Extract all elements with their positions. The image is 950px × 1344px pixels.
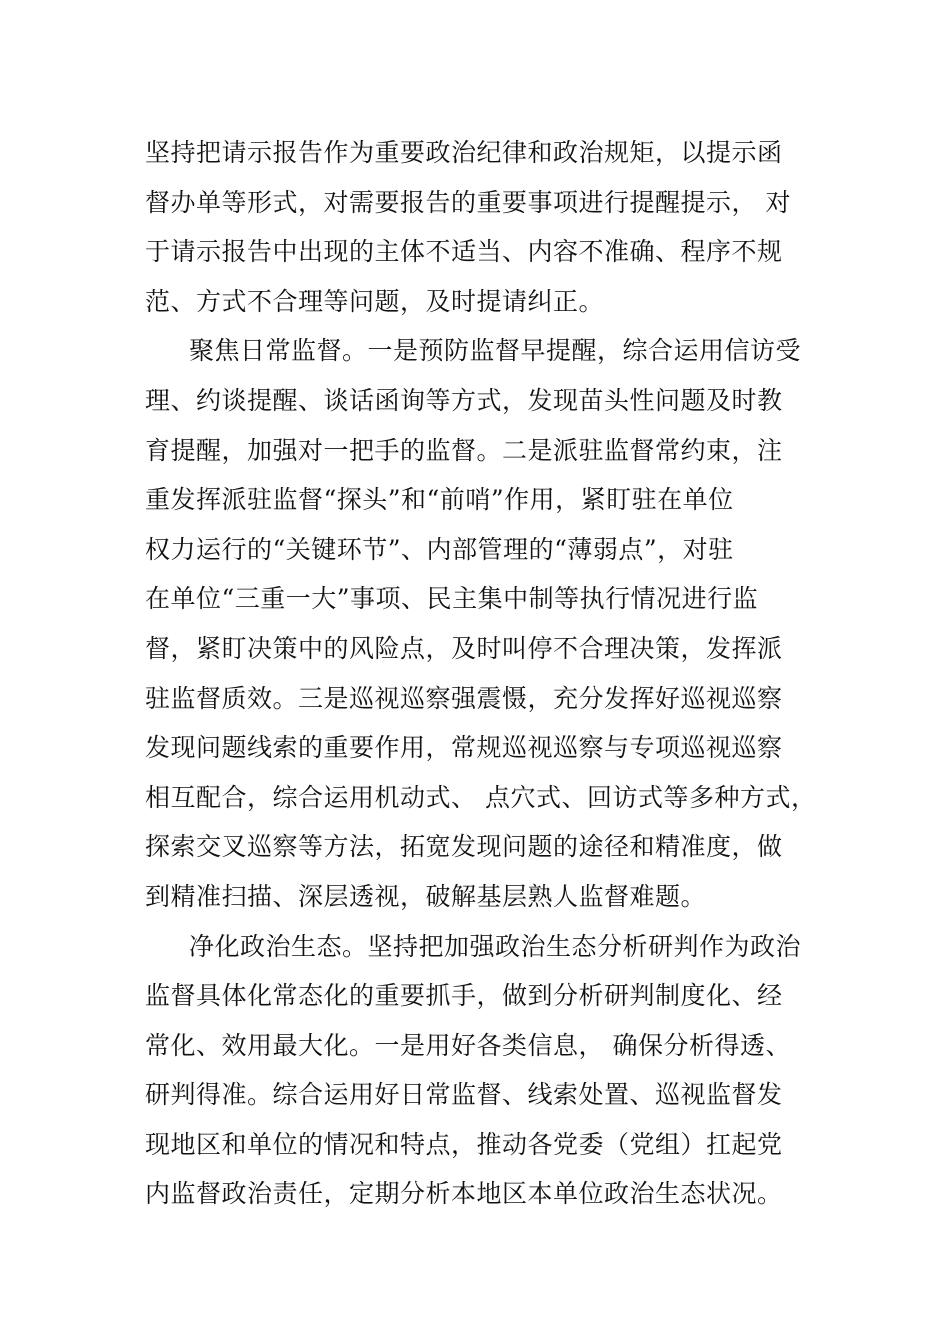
text-line: 理、约谈提醒、谈话函询等方式，发现苗头性问题及时教 (145, 385, 783, 415)
text-line: 发现问题线索的重要作用，常规巡视巡察与专项巡视巡察 (145, 733, 783, 763)
text-line: 现地区和单位的情况和特点，推动各党委（党组）扛起党 (145, 1129, 783, 1159)
text-line: 研判得准。综合运用好日常监督、线索处置、巡视监督发 (145, 1080, 783, 1110)
text-line: 坚持把请示报告作为重要政治纪律和政治规矩，以提示函 (145, 138, 783, 167)
text-line: 内监督政治责任，定期分析本地区本单位政治生态状况。 (145, 1179, 783, 1209)
text-line: 督办单等形式，对需要报告的重要事项进行提醒提示， 对 (145, 187, 791, 217)
text-line: 相互配合，综合运用机动式、 点穴式、回访式等多种方式， (145, 782, 817, 812)
text-line: 在单位“三重一大”事项、民主集中制等执行情况进行监 (145, 584, 759, 614)
text-line: 于请示报告中出现的主体不适当、内容不准确、程序不规 (145, 237, 783, 267)
text-line: 驻监督质效。三是巡视巡察强震慑，充分发挥好巡视巡察 (145, 683, 783, 713)
paragraph-heading-line: 净化政治生态。坚持把加强政治生态分析研判作为政治 (189, 931, 802, 961)
document-body (145, 128, 835, 1219)
text-line: 重发挥派驻监督“探头”和“前哨”作用，紧盯驻在单位 (145, 485, 734, 515)
text-line: 探索交叉巡察等方法，拓宽发现问题的途径和精准度，做 (145, 832, 783, 862)
text-line: 督，紧盯决策中的风险点，及时叫停不合理决策，发挥派 (145, 633, 783, 663)
text-line: 监督具体化常态化的重要抓手，做到分析研判制度化、经 (145, 981, 783, 1011)
text-line: 常化、效用最大化。一是用好各类信息， 确保分析得透、 (145, 1030, 791, 1060)
paragraph-heading-line: 聚焦日常监督。一是预防监督早提醒，综合运用信访受 (189, 336, 802, 366)
text-line: 育提醒，加强对一把手的监督。二是派驻监督常约束，注 (145, 435, 783, 465)
text-line: 权力运行的“关键环节”、内部管理的“薄弱点”，对驻 (145, 534, 734, 564)
text-line: 范、方式不合理等问题，及时提请纠正。 (145, 286, 605, 316)
text-line: 到精准扫描、深层透视，破解基层熟人监督难题。 (145, 881, 707, 911)
